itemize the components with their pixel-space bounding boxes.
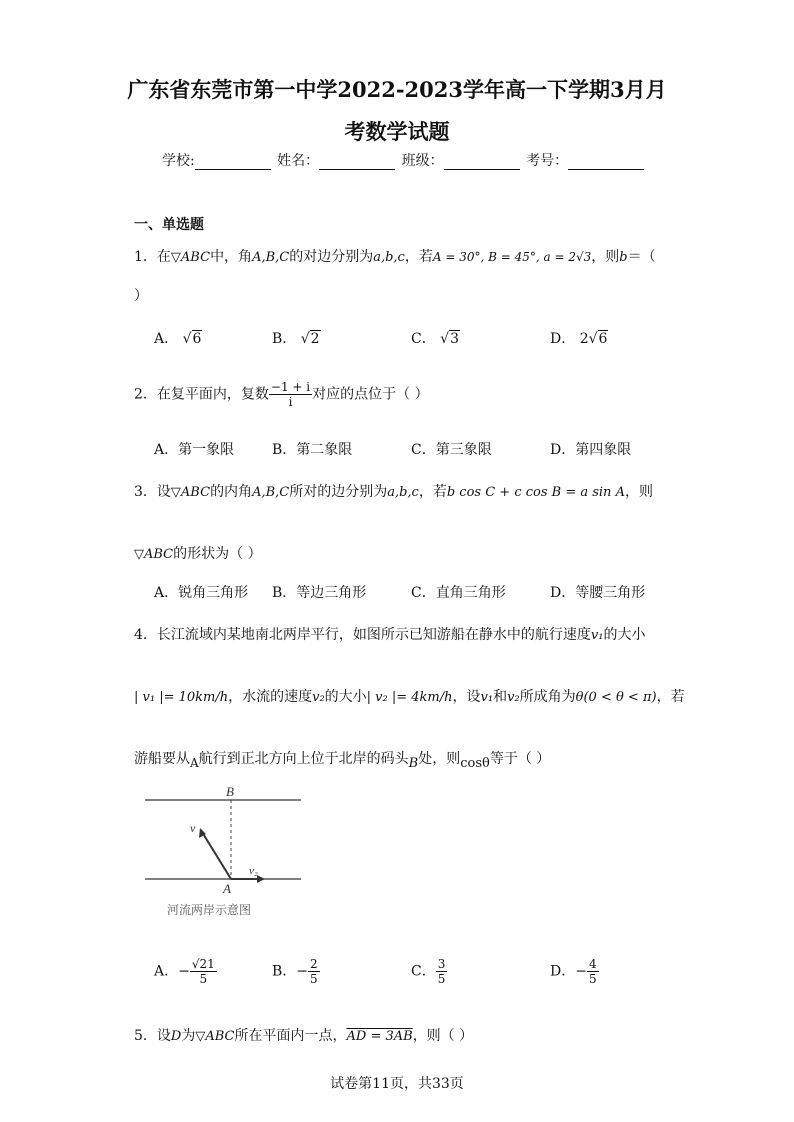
option-value: 3 xyxy=(450,331,460,347)
option-label: D． xyxy=(550,963,576,980)
q4-text-2: 的大小 xyxy=(603,627,646,643)
fraction-numerator: −1 + i xyxy=(270,380,311,394)
q4-text-5: ，设 xyxy=(452,689,481,705)
v-vector-arrow xyxy=(202,832,231,879)
option-value: 2 xyxy=(310,331,320,347)
q4-text-12: 等于（ ） xyxy=(489,751,551,767)
q4-text-8: ，若 xyxy=(656,689,685,705)
number-blank[interactable] xyxy=(568,155,644,170)
q2-text-2: 对应的点位于（ ） xyxy=(312,386,429,403)
fig-label-v: v xyxy=(190,821,196,835)
fig-label-b: B xyxy=(226,784,234,799)
q4-text-4: 的大小 xyxy=(324,689,367,705)
q4-line-2 xyxy=(134,686,685,706)
school-label: 学校: xyxy=(162,153,195,169)
q4-v1-ref: v₁ xyxy=(480,690,494,705)
q4-text-7: 所成角为 xyxy=(519,689,576,705)
fig-label-v2: v₂ xyxy=(249,865,258,877)
option-sign: − xyxy=(575,963,587,980)
option-fraction xyxy=(308,957,320,986)
class-label: 班级： xyxy=(401,153,444,169)
q1-triangle: ▽ABC xyxy=(170,250,211,265)
school-blank[interactable] xyxy=(195,155,271,170)
q5-vector-condition: AD = 3AB xyxy=(346,1029,413,1044)
option-label: B． xyxy=(272,442,297,458)
q4-option-b[interactable] xyxy=(272,957,320,986)
option-label: C． xyxy=(411,442,436,458)
q5-number: 5．设 xyxy=(134,1028,171,1044)
option-value: 第二象限 xyxy=(296,442,353,458)
q5-text-3: ，则（ ） xyxy=(412,1028,474,1044)
q4-v2-ref: v₂ xyxy=(507,690,520,705)
q3-text-3: ，若 xyxy=(418,484,447,500)
option-label: A． xyxy=(154,331,179,347)
option-label: A． xyxy=(154,585,179,601)
option-label: C． xyxy=(411,331,436,347)
q3-text-2: 所对的边分别为 xyxy=(289,484,388,500)
title-line-2: 考数学试题 xyxy=(344,119,450,144)
title-line-1: 广东省东莞市第一中学2022-2023学年高一下学期3月月 xyxy=(127,77,667,102)
fraction-numerator: 4 xyxy=(588,957,597,971)
option-label: C． xyxy=(411,585,436,601)
fraction-numerator: √21 xyxy=(191,957,215,971)
q1-option-d[interactable]: D． 2√6 xyxy=(550,331,608,347)
q4-v1-magnitude: | v₁ |= 10km/h xyxy=(134,690,229,705)
q4-v2: v₂ xyxy=(312,690,325,705)
q5-text-2: 所在平面内一点， xyxy=(234,1028,347,1044)
q1-option-b[interactable]: B． √2 xyxy=(272,331,320,347)
option-sign: − xyxy=(178,963,190,980)
q3-option-c[interactable] xyxy=(411,582,506,602)
option-label: A． xyxy=(154,963,179,980)
option-value: 第一象限 xyxy=(178,442,235,458)
q2-option-b[interactable] xyxy=(272,439,352,459)
q4-line-3 xyxy=(134,748,550,771)
student-info xyxy=(162,150,646,170)
option-value: 等边三角形 xyxy=(296,585,367,601)
q2-option-d[interactable] xyxy=(550,439,631,459)
option-value: 6 xyxy=(598,331,608,347)
fraction-numerator: 2 xyxy=(310,957,318,971)
q1-angles: A,B,C xyxy=(252,250,290,265)
q3-sides: a,b,c xyxy=(387,485,419,500)
option-value: 6 xyxy=(192,331,202,347)
question-2 xyxy=(134,380,429,409)
q1-option-c[interactable]: C． √3 xyxy=(411,331,460,347)
q2-fraction xyxy=(269,380,312,409)
q1-text-3: ，若 xyxy=(404,249,433,265)
q4-text-9: 游船要从 xyxy=(134,751,190,767)
q2-text-1: 2．在复平面内，复数 xyxy=(134,386,269,403)
q2-option-c[interactable] xyxy=(411,439,492,459)
fraction-denominator: 5 xyxy=(437,972,446,986)
q4-text-11: 处，则 xyxy=(418,751,461,767)
section-heading: 一、单选题 xyxy=(134,217,204,233)
option-label: B． xyxy=(272,963,297,980)
fraction-denominator: i xyxy=(288,395,293,409)
q3-option-a[interactable] xyxy=(154,582,248,602)
option-label: B． xyxy=(272,331,297,347)
q3-text-4: ，则 xyxy=(624,484,653,500)
q1-condition: A = 30°, B = 45°, a = 2√3 xyxy=(432,250,592,264)
q1-text-2: 的对边分别为 xyxy=(289,249,374,265)
name-label: 姓名： xyxy=(277,153,320,169)
q4-v1: v₁ xyxy=(590,628,604,643)
option-sign: − xyxy=(296,963,309,980)
river-diagram xyxy=(145,782,305,922)
q3-angles: A,B,C xyxy=(252,485,290,500)
option-value: 锐角三角形 xyxy=(178,585,249,601)
option-fraction xyxy=(587,957,599,986)
q3-triangle: ▽ABC xyxy=(170,485,211,500)
q4-point-a: A xyxy=(190,756,199,770)
q4-point-b: B xyxy=(408,756,419,771)
q1-b: b xyxy=(619,250,628,265)
q4-option-a[interactable] xyxy=(154,957,217,986)
option-label: D． xyxy=(550,331,576,347)
question-3 xyxy=(134,481,653,501)
q1-sides: a,b,c xyxy=(373,250,405,265)
q1-option-a[interactable]: A． √6 xyxy=(154,331,202,347)
q4-text-1: 4．长江流域内某地南北两岸平行，如图所示已知游船在静水中的航行速度 xyxy=(134,627,591,643)
q3-line-2 xyxy=(134,543,262,563)
q3-option-d[interactable] xyxy=(550,582,645,602)
q4-option-d[interactable] xyxy=(550,957,599,986)
q1-text-5: ＝（ xyxy=(627,249,656,265)
q3-triangle-2: ▽ABC xyxy=(134,547,174,562)
question-4 xyxy=(134,624,645,644)
q2-option-a[interactable] xyxy=(154,439,234,459)
q4-text-6: 和 xyxy=(493,689,508,705)
q3-text-5: 的形状为（ ） xyxy=(173,546,262,562)
number-label: 考号： xyxy=(526,153,569,169)
fraction-numerator: 3 xyxy=(437,957,446,971)
class-blank[interactable] xyxy=(444,155,520,170)
option-label: C． xyxy=(411,963,436,980)
option-label: D． xyxy=(550,442,576,458)
fraction-denominator: 5 xyxy=(588,972,597,986)
q5-triangle: ▽ABC xyxy=(195,1029,235,1044)
option-value: 第三象限 xyxy=(435,442,492,458)
q1-close-paren: ） xyxy=(134,288,148,304)
option-value: 第四象限 xyxy=(575,442,632,458)
fraction-denominator: 5 xyxy=(199,972,208,986)
option-label: D． xyxy=(550,585,576,601)
q1-number: 1．在 xyxy=(134,249,171,265)
q5-text-1: 为 xyxy=(181,1028,196,1044)
q4-text-3: ，水流的速度 xyxy=(228,689,313,705)
option-fraction xyxy=(436,957,448,986)
q1-text-1: 中，角 xyxy=(210,249,253,265)
q4-v2-magnitude: | v₂ |= 4km/h xyxy=(366,690,453,705)
fig-caption: 河流两岸示意图 xyxy=(167,903,252,917)
option-fraction xyxy=(190,957,217,986)
q4-option-c[interactable] xyxy=(411,957,447,986)
option-label: A． xyxy=(154,442,179,458)
name-blank[interactable] xyxy=(319,155,395,170)
q5-point-d: D xyxy=(170,1029,182,1044)
question-5 xyxy=(134,1025,473,1045)
option-coef: 2 xyxy=(579,331,589,347)
q3-text-1: 的内角 xyxy=(210,484,253,500)
q4-cos-theta: cosθ xyxy=(460,756,490,771)
q3-number: 3．设 xyxy=(134,484,171,500)
question-1 xyxy=(134,246,656,266)
option-value: 直角三角形 xyxy=(435,585,506,601)
fig-label-a: A xyxy=(223,881,231,896)
page-footer: 试卷第11页，共33页 xyxy=(330,1076,464,1092)
v2-arrowhead xyxy=(257,875,265,883)
q3-condition: b cos C + c cos B = a sin A xyxy=(446,485,625,500)
q4-text-10: 航行到正北方向上位于北岸的码头 xyxy=(198,751,409,767)
option-label: B． xyxy=(272,585,297,601)
q4-theta-range: θ(0 < θ < π) xyxy=(575,690,657,705)
option-value: 等腰三角形 xyxy=(575,585,646,601)
q3-option-b[interactable] xyxy=(272,582,366,602)
fraction-denominator: 5 xyxy=(310,972,318,986)
q1-text-4: ，则 xyxy=(591,249,620,265)
